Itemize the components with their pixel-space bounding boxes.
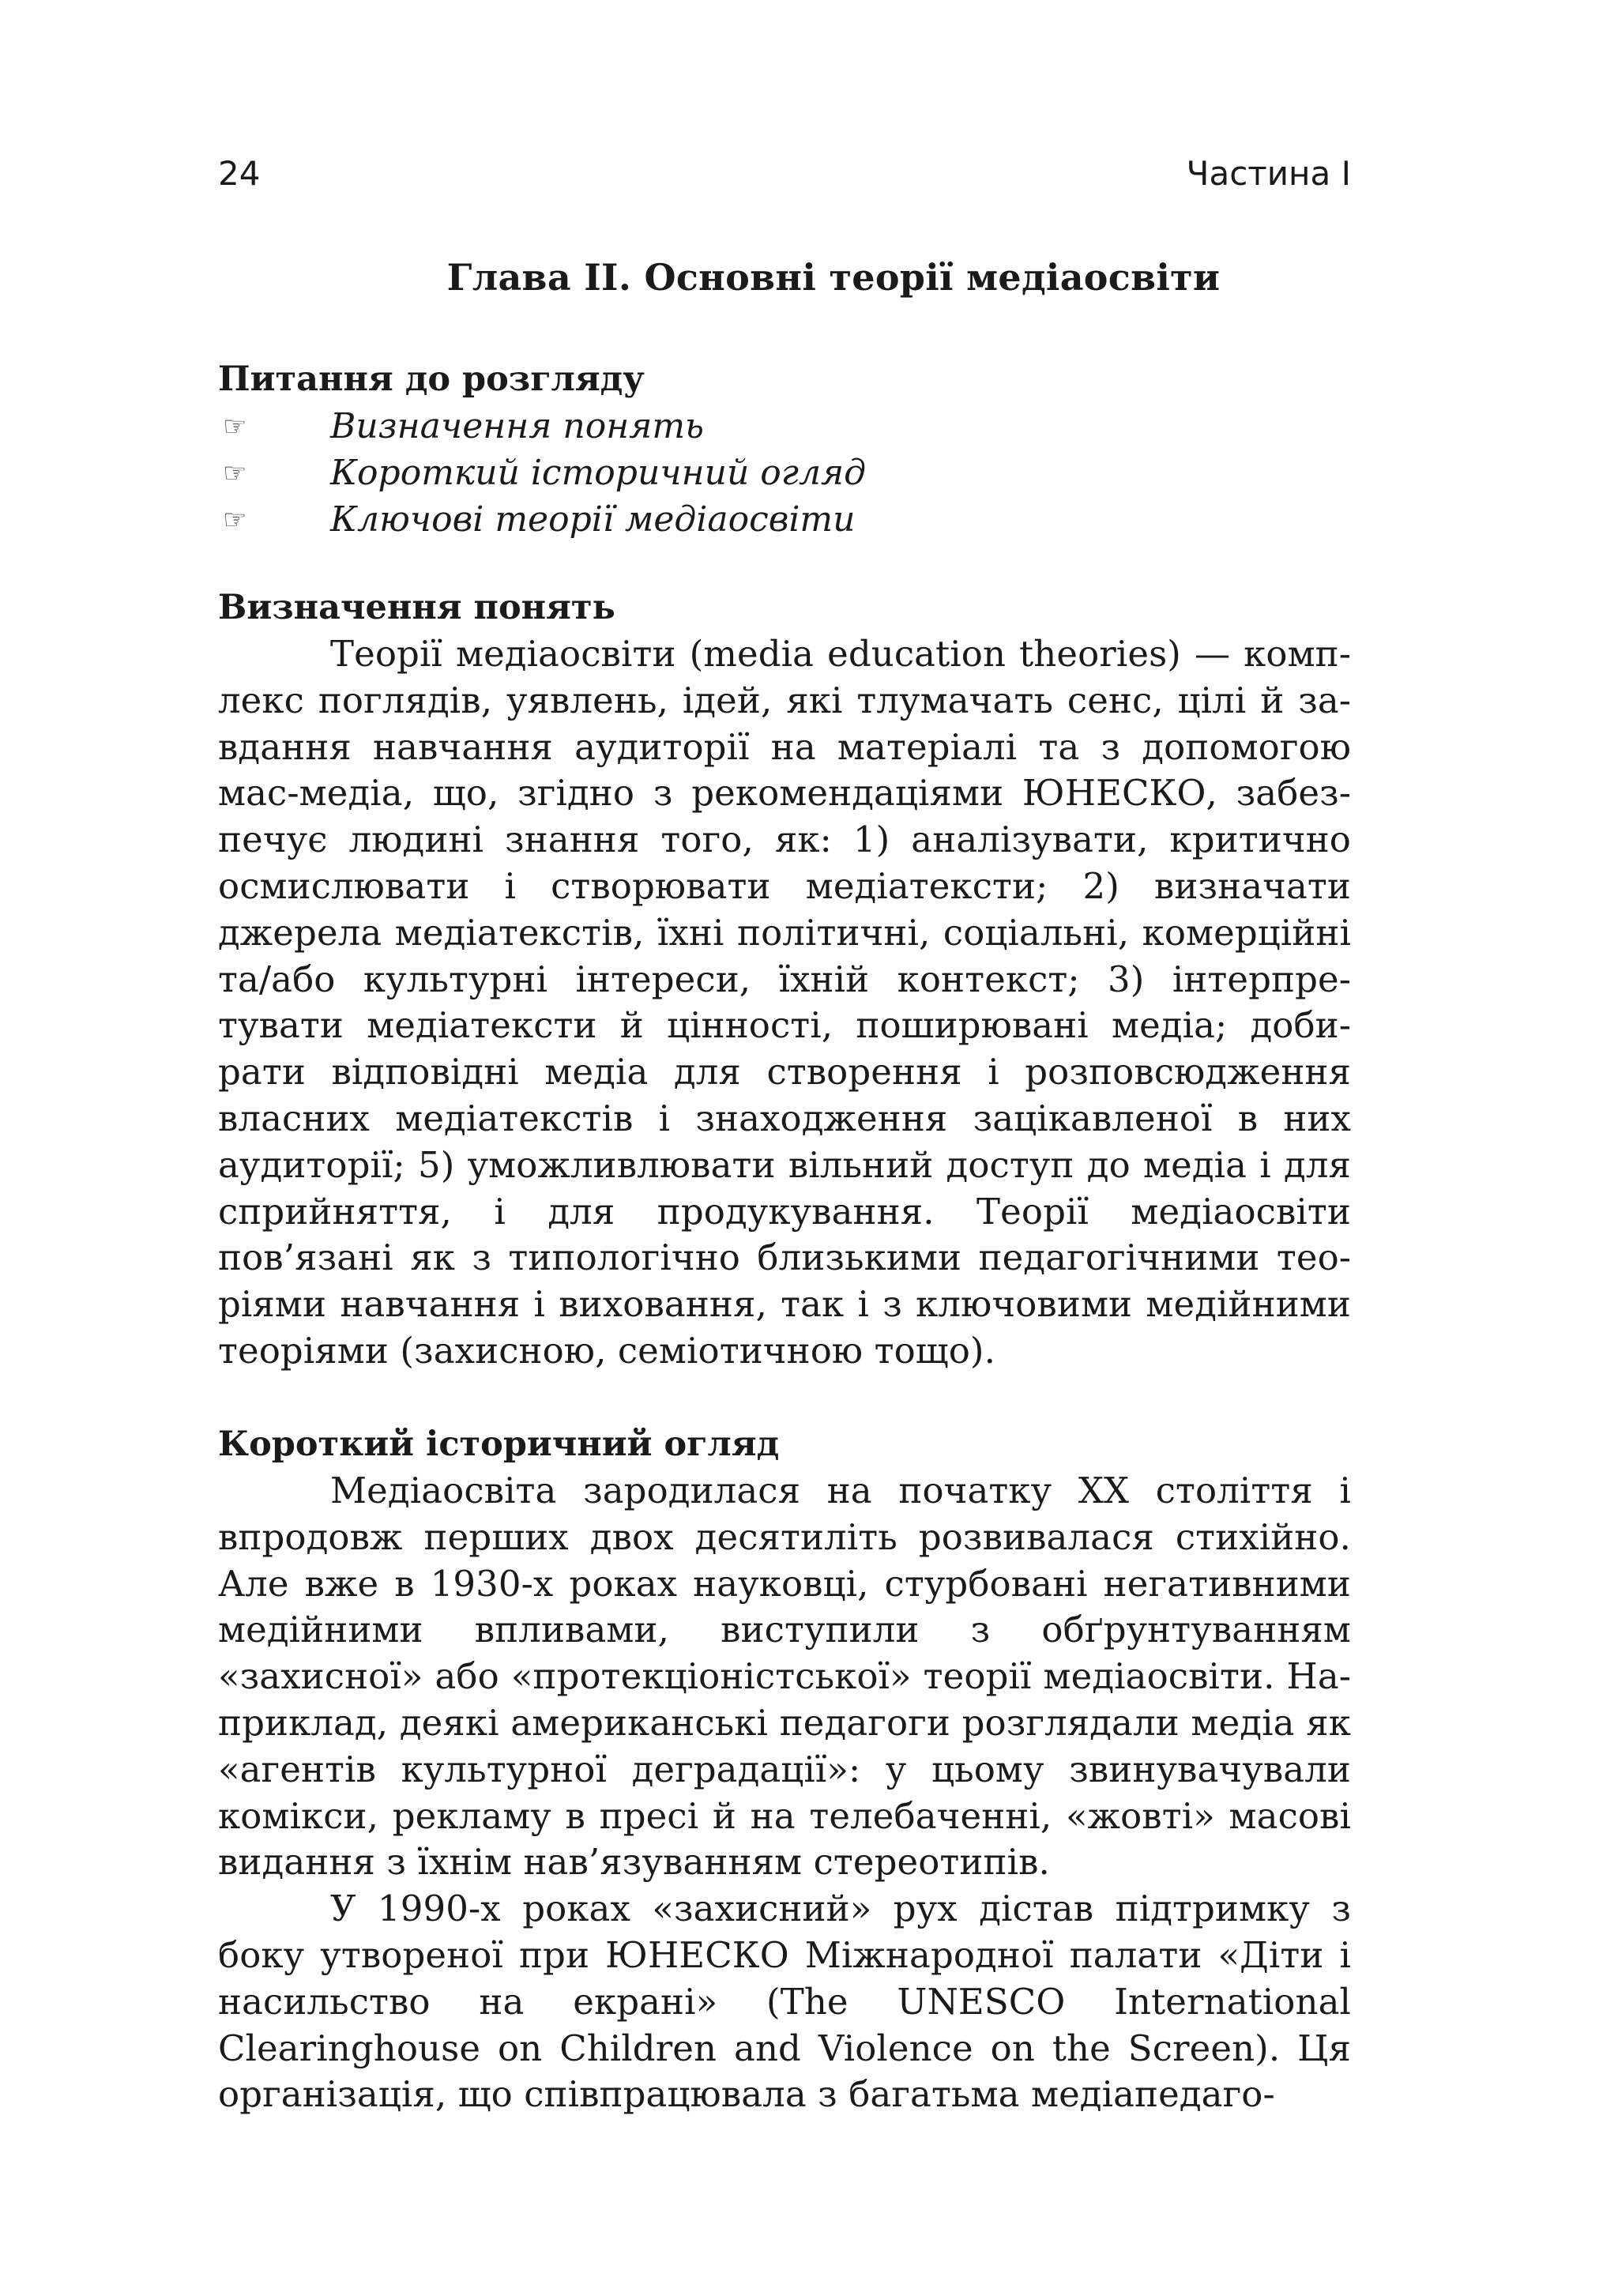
pointing-hand-icon: ☞: [223, 457, 247, 489]
history-body: [218, 1468, 1351, 2118]
history-paragraph: У 1990-х роках «захисний» рух дістав підтримку з боку утвореної при ЮНЕСКО Міжнародної палати «Діти і насильство на екрані» (The UNESCO International Clearinghouse on Children and Violence on the Screen). Ця організація, що співпрацювала з багатьма медіапедаго-: [218, 1888, 1351, 2116]
part-label: Частина І: [1186, 154, 1351, 193]
pointing-hand-icon: ☞: [223, 411, 247, 442]
definitions-paragraph: Теорії медіаосвіти (media education theories) — комплекс поглядів, уявлень, ідей, які тлумачать сенс, цілі й завдання навчання аудиторії на матеріалі та з допомогою мас-медіа, що, згідно з рекомендаціями ЮНЕСКО, забезпечує людині знання того, як: 1) аналізувати, критично осмислювати і створювати медіатексти; 2) визначати джерела медіатекстів, їхні політичні, соціальні, комерційні та/або культурні інтереси, їхній контекст; 3) інтерпретувати медіатексти й цінності, поширювані медіа; добирати відповідні медіа для створення і розповсюдження власних медіатекстів і знаходження зацікавленої в них аудиторії; 5) уможливлювати вільний доступ до медіа і для сприйняття, і для продукування. Теорії медіаосвіти пов’язані як з типологічно близькими педагогічними теоріями навчання і виховання, так і з ключовими медійними теоріями (захисною, семіотичною тощо).: [218, 633, 1351, 1372]
question-text: Короткий історичний огляд: [330, 453, 867, 493]
questions-heading: Питання до розгляду: [218, 359, 645, 399]
page-number: 24: [218, 154, 261, 193]
pointing-hand-icon: ☞: [223, 504, 247, 536]
history-heading: Короткий історичний огляд: [218, 1425, 780, 1464]
question-list: [218, 403, 1351, 543]
chapter-title: Глава ІІ. Основні теорії медіаосвіти: [446, 256, 1221, 299]
question-text: Визначення понять: [330, 406, 704, 446]
running-head: [218, 150, 1351, 198]
definitions-heading: Визначення понять: [218, 588, 615, 627]
question-item: [218, 496, 1351, 543]
question-item: [218, 450, 1351, 496]
definitions-body: [218, 631, 1351, 1375]
history-paragraph: Медіаосвіта зародилася на початку ХХ століття і впродовж перших двох десятиліть розвивалася стихійно. Але вже в 1930-х роках науковці, стурбовані негативними медійними впливами, виступили з обґрунтуванням «захисної» або «протекціоністської» теорії медіаосвіти. Наприклад, деякі американські педагоги розглядали медіа як «агентів культурної деградації»: у цьому звинувачували комікси, рекламу в пресі й на телебаченні, «жовті» масові видання з їхнім нав’язуванням стереотипів.: [218, 1470, 1351, 1884]
question-item: [218, 403, 1351, 450]
question-text: Ключові теорії медіаосвіти: [330, 499, 856, 540]
